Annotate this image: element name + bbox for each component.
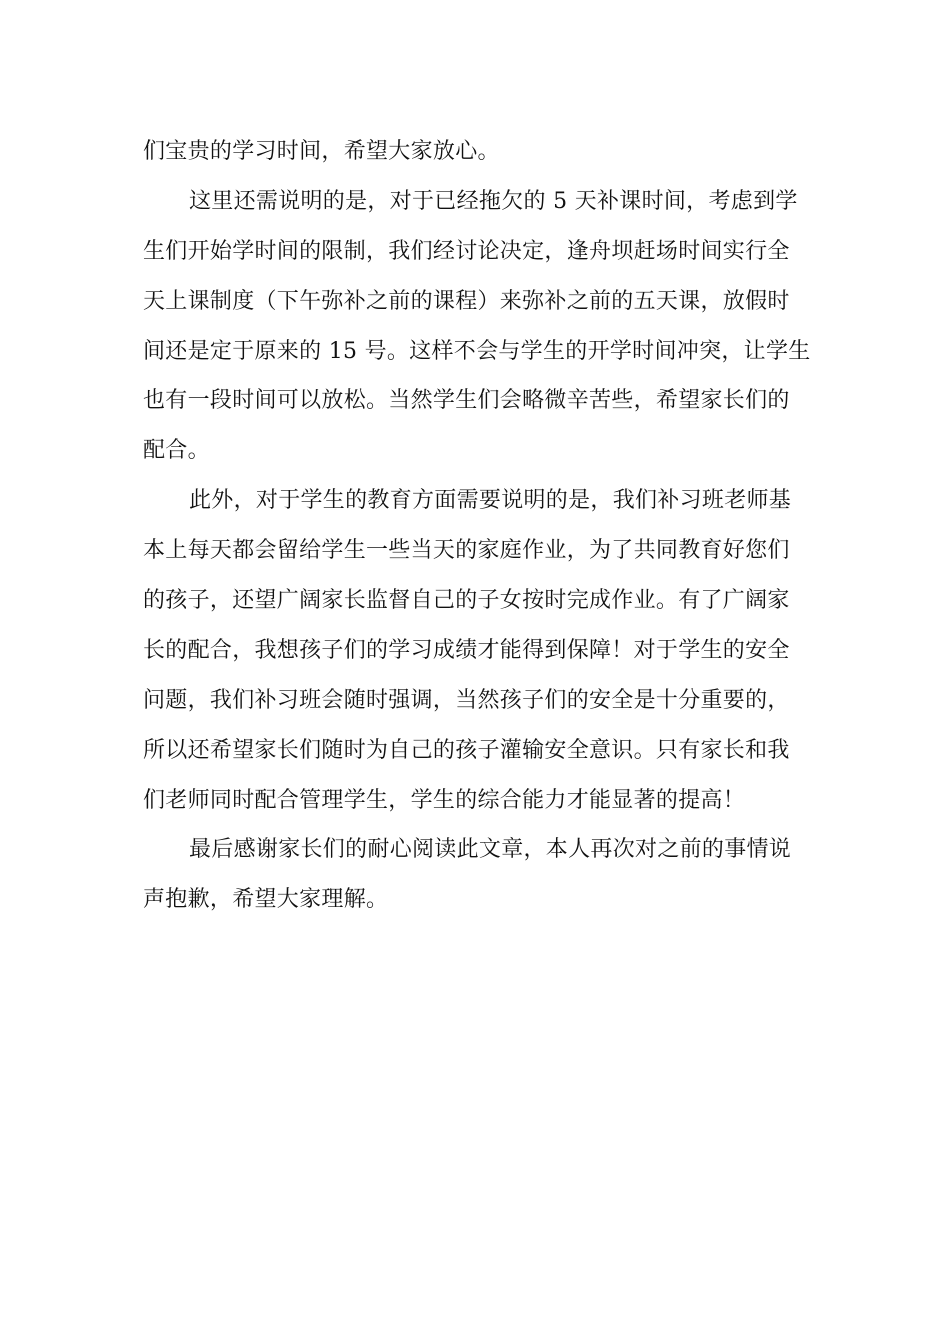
paragraph-3-line-5: 问题，我们补习班会随时强调，当然孩子们的安全是十分重要的， [143,688,790,713]
paragraph-1-line-1: 们宝贵的学习时间，希望大家放心。 [143,139,500,164]
paragraph-3-line-3: 的孩子，还望广阔家长监督自己的子女按时完成作业。有了广阔家 [143,588,790,613]
paragraph-2-line-1: 这里还需说明的是，对于已经拖欠的 5 天补课时间，考虑到学 [189,189,798,214]
paragraph-2-line-2: 生们开始学时间的限制，我们经讨论决定，逢舟坝赶场时间实行全 [143,239,790,264]
paragraph-3-line-6: 所以还希望家长们随时为自己的孩子灌输安全意识。只有家长和我 [143,738,790,763]
paragraph-4-line-2: 声抱歉，希望大家理解。 [143,887,389,912]
paragraph-3-line-4: 长的配合，我想孩子们的学习成绩才能得到保障！对于学生的安全 [143,638,790,663]
paragraph-4-line-1: 最后感谢家长们的耐心阅读此文章，本人再次对之前的事情说 [189,837,792,862]
paragraph-2-line-5: 也有一段时间可以放松。当然学生们会略微辛苦些，希望家长们的 [143,388,790,413]
paragraph-2-line-6: 配合。 [143,438,210,463]
paragraph-3-line-7: 们老师同时配合管理学生，学生的综合能力才能显著的提高！ [143,788,746,813]
paragraph-3-line-2: 本上每天都会留给学生一些当天的家庭作业，为了共同教育好您们 [143,538,790,563]
paragraph-2-line-3: 天上课制度（下午弥补之前的课程）来弥补之前的五天课，放假时 [143,289,790,314]
paragraph-2-line-4: 间还是定于原来的 15 号。这样不会与学生的开学时间冲突，让学生 [143,339,811,364]
paragraph-3-line-1: 此外，对于学生的教育方面需要说明的是，我们补习班老师基 [189,488,792,513]
